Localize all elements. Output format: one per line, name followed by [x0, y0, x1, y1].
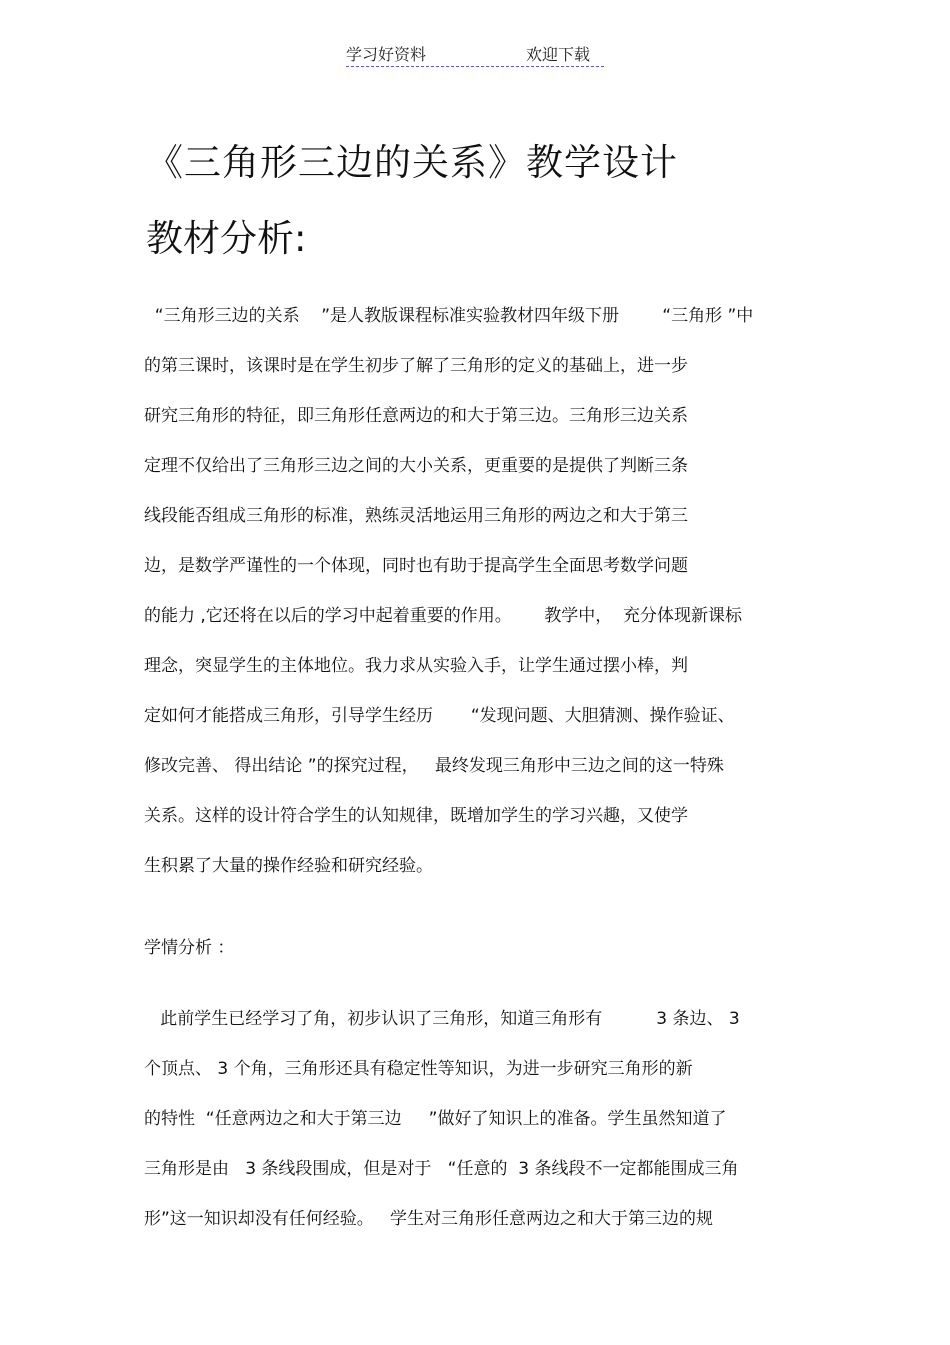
section-heading-student-analysis: 学情分析 ：: [144, 938, 235, 958]
paragraph-line: 线段能否组成三角形的标准，熟练灵活地运用三角形的两边之和大于第三: [144, 506, 688, 526]
document-title: 《三角形三边的关系》教学设计: [146, 141, 678, 184]
header-left-text: 学习好资料: [346, 45, 427, 64]
section-heading-textbook-analysis: 教材分析:: [146, 217, 307, 260]
paragraph-line: 的能力 ,它还将在以后的学习中起着重要的作用。 教学中， 充分体现新课标: [144, 606, 743, 626]
paragraph-line: 关系。这样的设计符合学生的认知规律，既增加学生的学习兴趣，又使学: [144, 806, 688, 826]
paragraph-line: “三角形三边的关系 ”是人教版课程标准实验教材四年级下册 “三角形 ”中: [144, 306, 754, 326]
paragraph-line: 三角形是由 3 条线段围成，但是对于 “任意的 3 条线段不一定都能围成三角: [144, 1159, 739, 1179]
paragraph-line: 形”这一知识却没有任何经验。 学生对三角形任意两边之和大于第三边的规: [144, 1209, 714, 1229]
paragraph-line: 定理不仅给出了三角形三边之间的大小关系，更重要的是提供了判断三条: [144, 456, 688, 476]
paragraph-line: 的特性 “任意两边之和大于第三边 ”做好了知识上的准备。学生虽然知道了: [144, 1109, 727, 1129]
paragraph-line: 生积累了大量的操作经验和研究经验。: [144, 856, 433, 876]
paragraph-line: 理念，突显学生的主体地位。我力求从实验入手，让学生通过摆小棒，判: [144, 656, 688, 676]
paragraph-line: 修改完善、 得出结论 ”的探究过程， 最终发现三角形中三边之间的这一特殊: [144, 756, 724, 776]
paragraph-line: 个顶点、 3 个角，三角形还具有稳定性等知识，为进一步研究三角形的新: [144, 1059, 693, 1079]
header-right-text: 欢迎下载: [526, 45, 591, 64]
paragraph-line: 此前学生已经学习了角，初步认识了三角形，知道三角形有 3 条边、 3: [144, 1009, 740, 1029]
paragraph-line: 的第三课时，该课时是在学生初步了解了三角形的定义的基础上，进一步: [144, 356, 688, 376]
paragraph-line: 定如何才能搭成三角形，引导学生经历 “发现问题、大胆猜测、操作验证、: [144, 706, 735, 726]
paragraph-line: 研究三角形的特征，即三角形任意两边的和大于第三边。三角形三边关系: [144, 406, 688, 426]
paragraph-line: 边，是数学严谨性的一个体现，同时也有助于提高学生全面思考数学问题: [144, 556, 688, 576]
page-header: [346, 40, 604, 67]
